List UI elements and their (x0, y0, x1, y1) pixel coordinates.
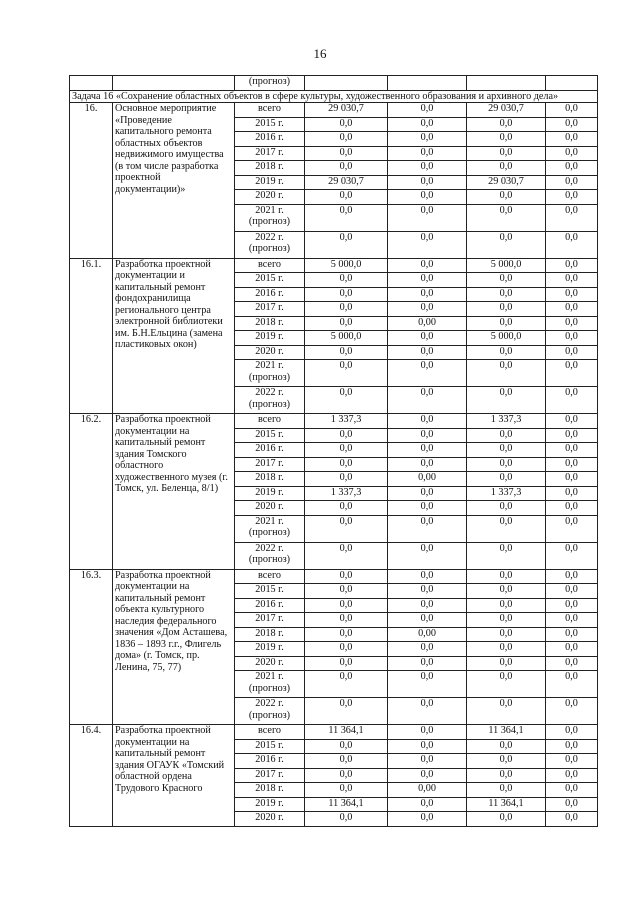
value-cell: 0,00 (388, 472, 467, 487)
value-cell: 0,0 (467, 273, 546, 288)
number-cell (70, 76, 113, 91)
value-cell: 0,0 (388, 457, 467, 472)
value-cell: 0,0 (467, 387, 546, 414)
item-number: 16.1. (70, 258, 113, 414)
value-cell: 0,0 (546, 316, 598, 331)
value-cell: 0,0 (467, 360, 546, 387)
value-cell: 0,0 (305, 501, 388, 516)
value-cell: 0,0 (467, 656, 546, 671)
value-cell: 0,0 (388, 190, 467, 205)
value-cell: 11 364,1 (305, 725, 388, 740)
year-cell: 2016 г. (235, 132, 305, 147)
value-cell: 0,0 (546, 671, 598, 698)
value-cell: 0,0 (388, 103, 467, 118)
value-cell: 0,0 (467, 501, 546, 516)
value-cell: 0,0 (388, 287, 467, 302)
value-cell: 0,0 (305, 302, 388, 317)
item-name: Основное мероприятие «Проведение капитального ремонта областных объектов недвижимого имущества (в том числе разработка проектной документации)» (113, 103, 235, 259)
item-name: Разработка проектной документации на капитальный ремонт здания Томского областного художественного музея (г. Томск, ул. Беленца, 8/1) (113, 414, 235, 570)
year-cell: всего (235, 414, 305, 429)
value-cell: 0,0 (388, 698, 467, 725)
value-cell: 0,0 (388, 331, 467, 346)
value-cell: 0,0 (305, 360, 388, 387)
year-cell: 2019 г. (235, 797, 305, 812)
value-cell: 0,0 (546, 175, 598, 190)
value-cell: 0,0 (305, 273, 388, 288)
value-cell: 0,0 (305, 656, 388, 671)
value-cell: 11 364,1 (467, 725, 546, 740)
table-row (70, 414, 598, 429)
value-cell: 0,0 (546, 486, 598, 501)
year-cell: 2017 г. (235, 302, 305, 317)
value-cell: 0,0 (546, 387, 598, 414)
table-row (70, 725, 598, 740)
value-cell: 11 364,1 (305, 797, 388, 812)
value-cell: 0,0 (305, 146, 388, 161)
value-cell: 0,0 (467, 698, 546, 725)
value-cell: 0,0 (305, 584, 388, 599)
year-cell: 2017 г. (235, 457, 305, 472)
year-cell: 2022 г. (прогноз) (235, 231, 305, 258)
value-cell: 29 030,7 (467, 103, 546, 118)
value-cell: 5 000,0 (467, 331, 546, 346)
value-cell: 0,0 (467, 428, 546, 443)
value-cell: 0,0 (546, 190, 598, 205)
value-cell: 0,0 (388, 302, 467, 317)
value-cell: 0,0 (467, 569, 546, 584)
year-cell: 2018 г. (235, 472, 305, 487)
task-row (70, 90, 598, 103)
value-cell: 0,0 (467, 231, 546, 258)
budget-table (69, 75, 598, 827)
value-cell: 0,0 (305, 698, 388, 725)
value-cell: 0,0 (546, 768, 598, 783)
value-cell: 0,0 (546, 584, 598, 599)
value-cell: 0,0 (305, 768, 388, 783)
year-cell: 2018 г. (235, 627, 305, 642)
value-cell: 0,0 (305, 231, 388, 258)
value-cell: 0,0 (546, 598, 598, 613)
value-cell: 0,0 (388, 175, 467, 190)
value-cell: 0,0 (546, 698, 598, 725)
year-cell: 2021 г. (прогноз) (235, 515, 305, 542)
value-cell: 0,0 (305, 428, 388, 443)
value-cell: 0,0 (467, 739, 546, 754)
table-row (70, 76, 598, 91)
value-cell: 0,0 (388, 542, 467, 569)
value-cell: 0,0 (305, 754, 388, 769)
item-number: 16.2. (70, 414, 113, 570)
value-cell: 0,0 (388, 656, 467, 671)
value-cell: 0,00 (388, 627, 467, 642)
page-number: 16 (313, 46, 327, 61)
value-cell: 0,0 (305, 387, 388, 414)
year-cell: 2022 г. (прогноз) (235, 698, 305, 725)
value-cell: 0,0 (546, 725, 598, 740)
value-cell: 0,0 (467, 754, 546, 769)
value-cell: 0,0 (388, 443, 467, 458)
year-cell: 2015 г. (235, 117, 305, 132)
year-cell: 2020 г. (235, 812, 305, 827)
value-cell (388, 76, 467, 91)
value-cell: 0,0 (305, 783, 388, 798)
value-cell: 0,0 (305, 739, 388, 754)
value-cell: 0,0 (388, 273, 467, 288)
value-cell: 0,0 (388, 725, 467, 740)
value-cell: 0,0 (467, 627, 546, 642)
year-cell: 2016 г. (235, 287, 305, 302)
year-cell: 2021 г. (прогноз) (235, 204, 305, 231)
value-cell: 0,0 (388, 204, 467, 231)
value-cell: 0,0 (546, 457, 598, 472)
value-cell: 0,0 (305, 161, 388, 176)
value-cell: 0,0 (546, 656, 598, 671)
year-cell: 2018 г. (235, 316, 305, 331)
value-cell: 1 337,3 (305, 486, 388, 501)
value-cell: 5 000,0 (467, 258, 546, 273)
value-cell: 0,0 (546, 204, 598, 231)
item-number: 16.3. (70, 569, 113, 725)
value-cell: 0,0 (546, 613, 598, 628)
year-cell: 2016 г. (235, 754, 305, 769)
value-cell: 0,0 (305, 316, 388, 331)
value-cell: 5 000,0 (305, 331, 388, 346)
value-cell: 0,0 (546, 345, 598, 360)
task-title: Задача 16 «Сохранение областных объектов в сфере культуры, художественного образования и архивного дела» (70, 90, 598, 103)
item-number: 16.4. (70, 725, 113, 827)
value-cell: 0,0 (467, 768, 546, 783)
value-cell: 1 337,3 (467, 486, 546, 501)
value-cell: 0,0 (546, 569, 598, 584)
value-cell: 0,0 (546, 642, 598, 657)
value-cell: 0,0 (467, 132, 546, 147)
year-cell: 2022 г. (прогноз) (235, 542, 305, 569)
value-cell: 0,0 (388, 768, 467, 783)
year-cell: всего (235, 103, 305, 118)
value-cell: 0,0 (388, 754, 467, 769)
year-cell: 2020 г. (235, 501, 305, 516)
value-cell: 0,0 (467, 345, 546, 360)
value-cell: 0,0 (467, 812, 546, 827)
value-cell: 0,0 (546, 258, 598, 273)
name-cell (113, 76, 235, 91)
value-cell: 0,0 (305, 542, 388, 569)
value-cell: 0,0 (467, 316, 546, 331)
value-cell: 0,0 (467, 598, 546, 613)
value-cell: 0,0 (546, 515, 598, 542)
value-cell: 0,0 (546, 797, 598, 812)
value-cell: 0,0 (388, 117, 467, 132)
value-cell: 0,0 (546, 302, 598, 317)
value-cell: 0,0 (388, 345, 467, 360)
year-cell: 2015 г. (235, 273, 305, 288)
year-cell: всего (235, 725, 305, 740)
value-cell: 0,0 (388, 797, 467, 812)
value-cell: 0,0 (546, 428, 598, 443)
value-cell: 0,0 (305, 472, 388, 487)
value-cell: 0,0 (388, 258, 467, 273)
value-cell: 0,0 (546, 117, 598, 132)
value-cell: 29 030,7 (305, 103, 388, 118)
value-cell: 0,0 (388, 146, 467, 161)
value-cell: 29 030,7 (305, 175, 388, 190)
year-cell: 2018 г. (235, 783, 305, 798)
value-cell: 1 337,3 (305, 414, 388, 429)
value-cell: 5 000,0 (305, 258, 388, 273)
value-cell: 0,0 (388, 739, 467, 754)
table-row (70, 569, 598, 584)
value-cell: 0,0 (546, 472, 598, 487)
year-cell: 2018 г. (235, 161, 305, 176)
year-cell: 2016 г. (235, 598, 305, 613)
value-cell: 0,0 (546, 501, 598, 516)
table-row (70, 103, 598, 118)
year-cell: 2022 г. (прогноз) (235, 387, 305, 414)
value-cell: 0,0 (388, 428, 467, 443)
value-cell: 0,0 (546, 331, 598, 346)
value-cell: 0,0 (467, 443, 546, 458)
year-cell: 2020 г. (235, 656, 305, 671)
year-cell: 2016 г. (235, 443, 305, 458)
value-cell: 0,0 (305, 287, 388, 302)
value-cell: 0,0 (388, 360, 467, 387)
value-cell: 0,0 (546, 146, 598, 161)
value-cell: 0,0 (388, 132, 467, 147)
value-cell: 0,0 (546, 783, 598, 798)
value-cell: 0,0 (546, 273, 598, 288)
value-cell: 1 337,3 (467, 414, 546, 429)
value-cell (467, 76, 546, 91)
value-cell: 0,0 (467, 204, 546, 231)
value-cell: 0,0 (388, 161, 467, 176)
value-cell: 0,0 (305, 613, 388, 628)
year-cell: всего (235, 258, 305, 273)
item-name: Разработка проектной документации и капитальный ремонт фондохранилища регионального центра электронной библиотеки им. Б.Н.Ельцина (замена пластиковых окон) (113, 258, 235, 414)
value-cell: 0,0 (467, 642, 546, 657)
value-cell: 0,0 (388, 486, 467, 501)
value-cell: 0,0 (388, 598, 467, 613)
year-cell: всего (235, 569, 305, 584)
value-cell: 0,0 (546, 132, 598, 147)
value-cell: 0,0 (305, 627, 388, 642)
value-cell: 0,0 (467, 783, 546, 798)
year-cell: 2019 г. (235, 331, 305, 346)
item-number: 16. (70, 103, 113, 259)
value-cell: 0,00 (388, 783, 467, 798)
value-cell: 29 030,7 (467, 175, 546, 190)
value-cell (546, 76, 598, 91)
value-cell: 0,0 (546, 287, 598, 302)
table-row (70, 258, 598, 273)
year-cell: 2020 г. (235, 345, 305, 360)
year-cell: 2015 г. (235, 584, 305, 599)
value-cell: 0,0 (467, 287, 546, 302)
value-cell: 0,0 (467, 472, 546, 487)
value-cell: 0,0 (305, 642, 388, 657)
year-cell: 2015 г. (235, 428, 305, 443)
value-cell: 0,0 (388, 501, 467, 516)
year-cell: 2017 г. (235, 768, 305, 783)
value-cell: 0,0 (546, 754, 598, 769)
value-cell: 0,00 (388, 316, 467, 331)
value-cell (305, 76, 388, 91)
year-cell: (прогноз) (235, 76, 305, 91)
value-cell: 0,0 (305, 345, 388, 360)
item-name: Разработка проектной документации на капитальный ремонт объекта культурного наследия федерального значения «Дом Асташева, 1836 – 1893 г.г., Флигель дома» (г. Томск, пр. Ленина, 75, 77) (113, 569, 235, 725)
year-cell: 2021 г. (прогноз) (235, 360, 305, 387)
value-cell: 0,0 (305, 569, 388, 584)
value-cell: 0,0 (467, 515, 546, 542)
value-cell: 0,0 (546, 739, 598, 754)
value-cell: 0,0 (305, 457, 388, 472)
value-cell: 0,0 (388, 569, 467, 584)
value-cell: 0,0 (305, 671, 388, 698)
year-cell: 2017 г. (235, 613, 305, 628)
value-cell: 0,0 (305, 190, 388, 205)
year-cell: 2019 г. (235, 642, 305, 657)
value-cell: 0,0 (388, 414, 467, 429)
value-cell: 0,0 (388, 671, 467, 698)
value-cell: 0,0 (467, 457, 546, 472)
value-cell: 0,0 (546, 161, 598, 176)
value-cell: 11 364,1 (467, 797, 546, 812)
value-cell: 0,0 (305, 812, 388, 827)
value-cell: 0,0 (546, 360, 598, 387)
value-cell: 0,0 (546, 231, 598, 258)
value-cell: 0,0 (467, 671, 546, 698)
year-cell: 2017 г. (235, 146, 305, 161)
value-cell: 0,0 (388, 515, 467, 542)
value-cell: 0,0 (467, 117, 546, 132)
value-cell: 0,0 (388, 231, 467, 258)
value-cell: 0,0 (388, 642, 467, 657)
value-cell: 0,0 (305, 117, 388, 132)
value-cell: 0,0 (467, 584, 546, 599)
year-cell: 2015 г. (235, 739, 305, 754)
value-cell: 0,0 (388, 387, 467, 414)
value-cell: 0,0 (305, 132, 388, 147)
value-cell: 0,0 (388, 584, 467, 599)
value-cell: 0,0 (305, 204, 388, 231)
value-cell: 0,0 (546, 627, 598, 642)
value-cell: 0,0 (305, 443, 388, 458)
year-cell: 2021 г. (прогноз) (235, 671, 305, 698)
value-cell: 0,0 (546, 414, 598, 429)
value-cell: 0,0 (546, 443, 598, 458)
value-cell: 0,0 (467, 542, 546, 569)
value-cell: 0,0 (305, 598, 388, 613)
year-cell: 2020 г. (235, 190, 305, 205)
value-cell: 0,0 (305, 515, 388, 542)
year-cell: 2019 г. (235, 486, 305, 501)
value-cell: 0,0 (467, 161, 546, 176)
year-cell: 2019 г. (235, 175, 305, 190)
value-cell: 0,0 (546, 812, 598, 827)
value-cell: 0,0 (546, 103, 598, 118)
item-name: Разработка проектной документации на капитальный ремонт здания ОГАУК «Томский областной ордена Трудового Красного (113, 725, 235, 827)
value-cell: 0,0 (467, 613, 546, 628)
value-cell: 0,0 (467, 146, 546, 161)
value-cell: 0,0 (467, 190, 546, 205)
value-cell: 0,0 (546, 542, 598, 569)
value-cell: 0,0 (388, 613, 467, 628)
value-cell: 0,0 (467, 302, 546, 317)
value-cell: 0,0 (388, 812, 467, 827)
